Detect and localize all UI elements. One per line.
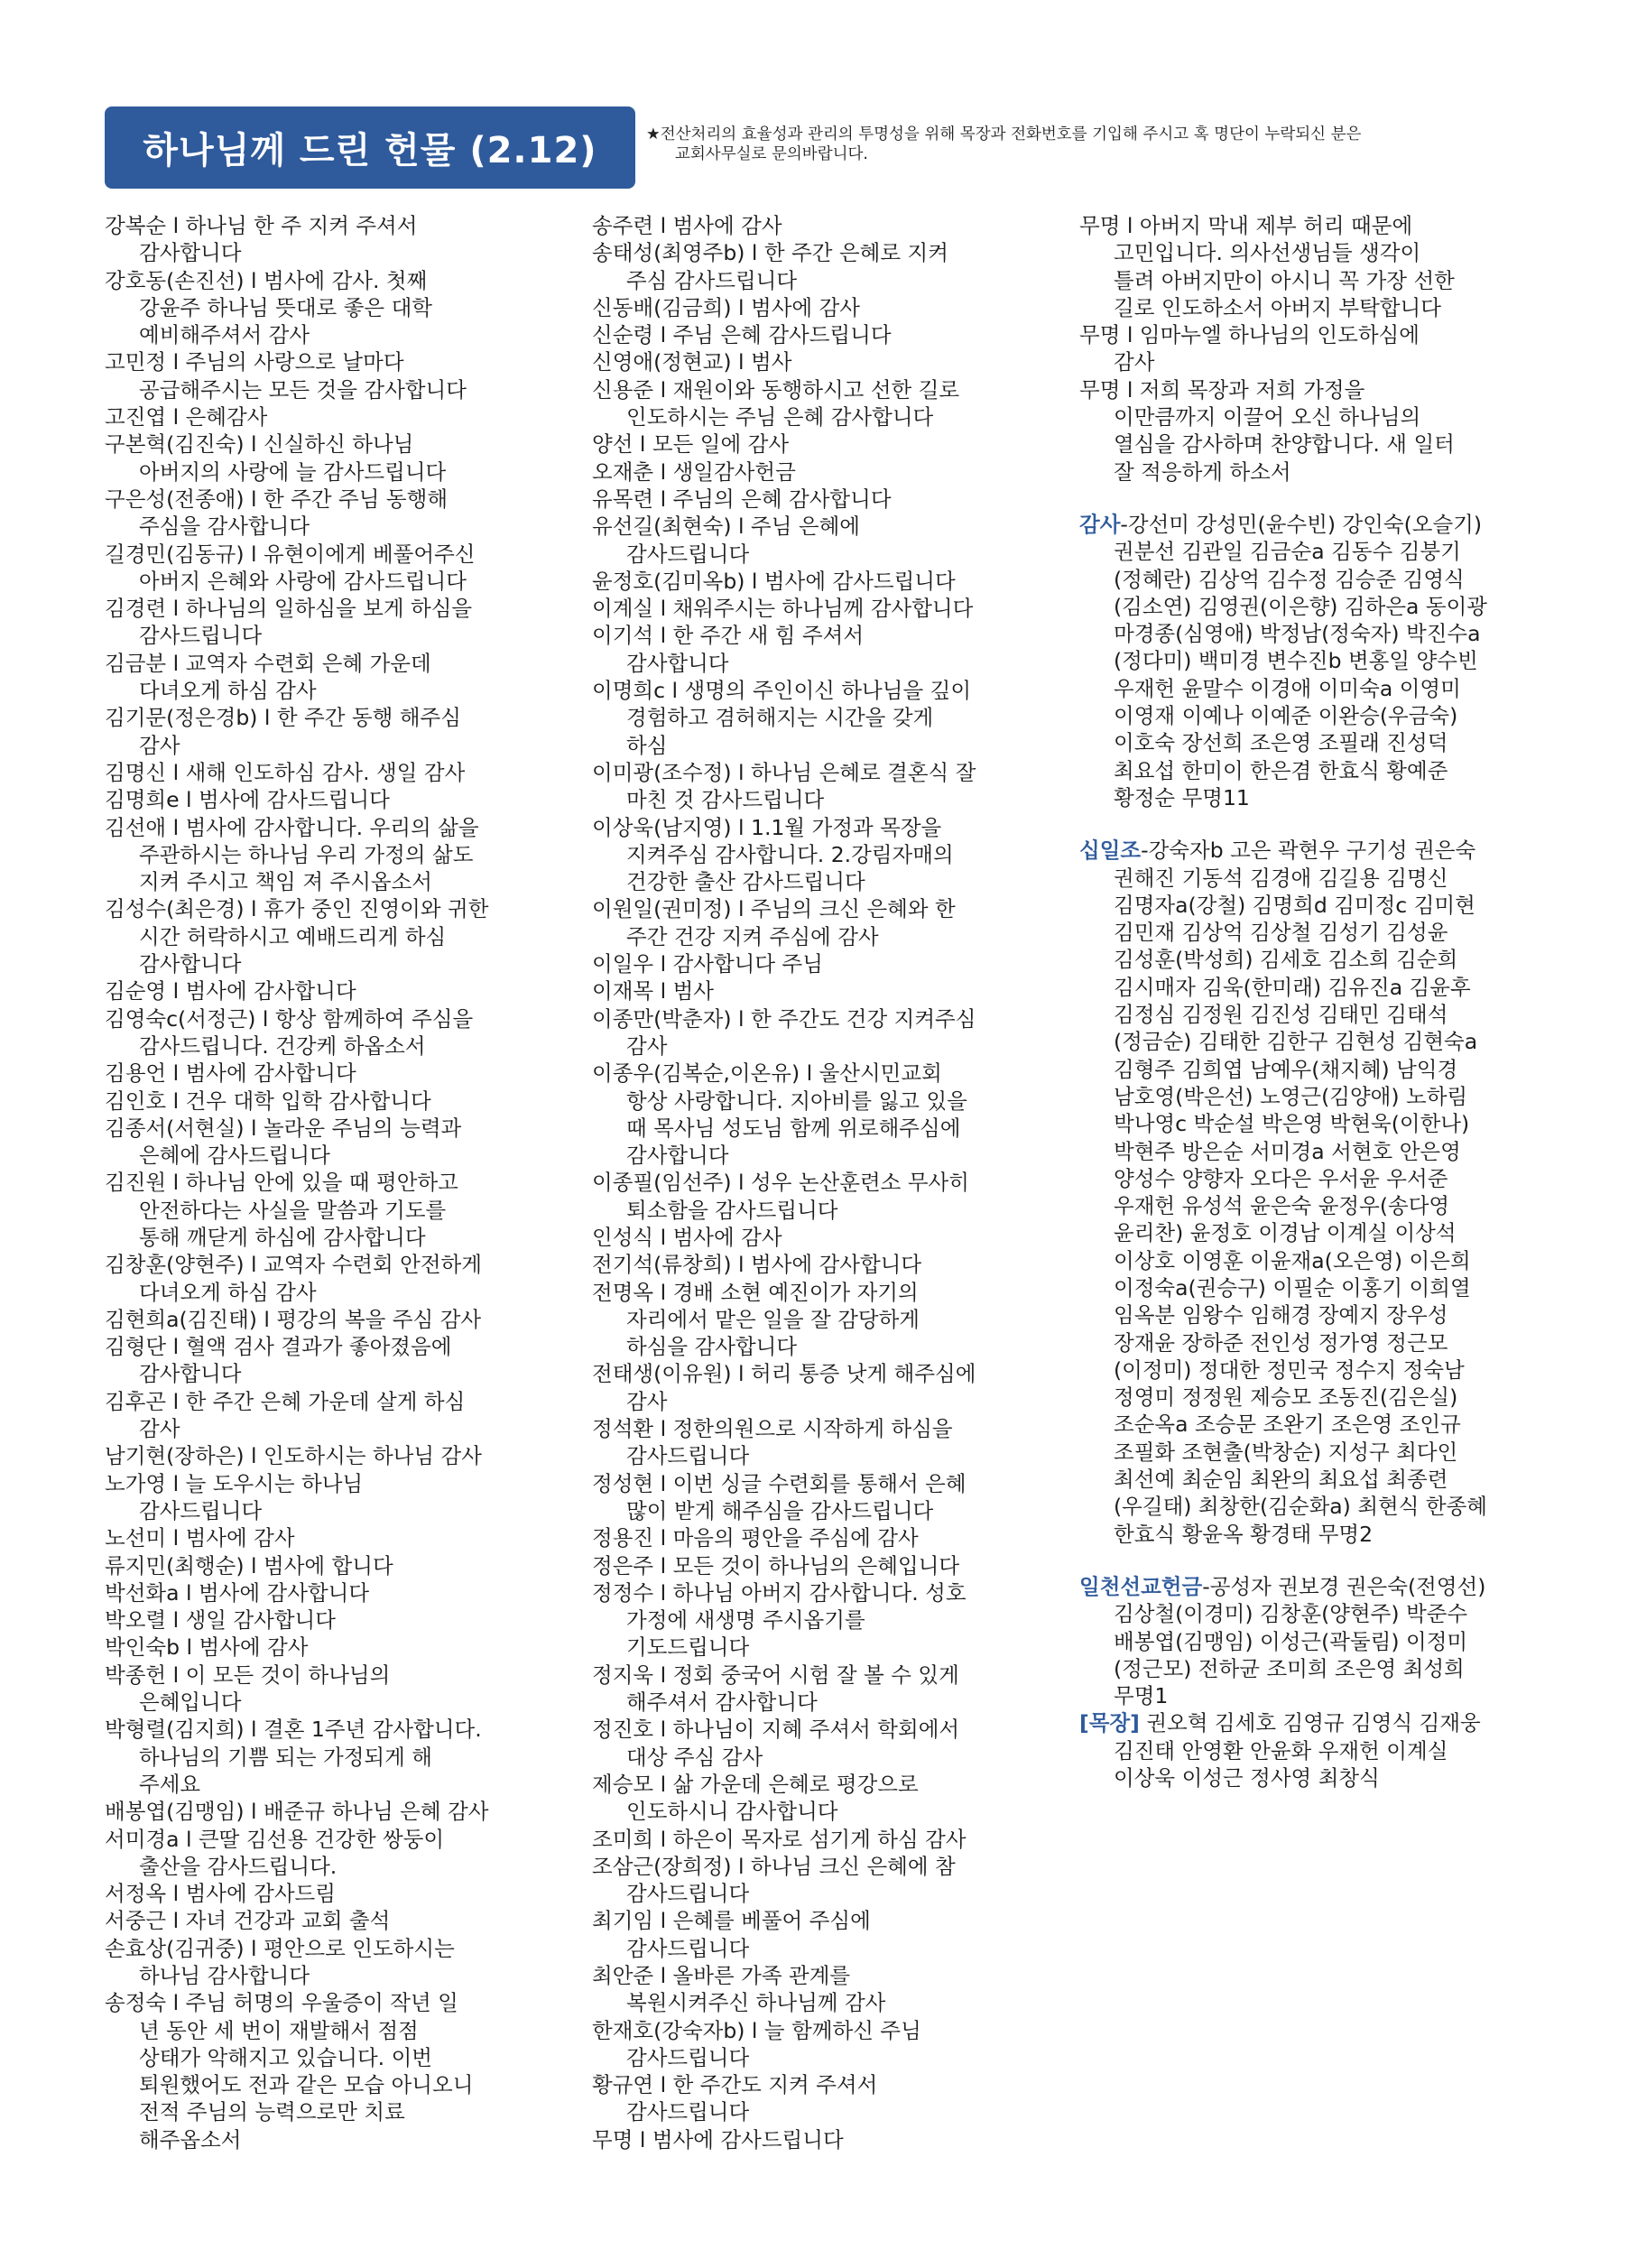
offering-entry: 김영숙c(서정근) l 항상 함께하여 주심을 감사드립니다. 건강케 하옵소서: [105, 1005, 474, 1059]
page-title-banner: [105, 106, 635, 189]
offering-entry: 이명희c l 생명의 주인이신 하나님을 깊이 경험하고 겸허해지는 시간을 갖게 하심: [592, 678, 972, 758]
offering-entry: 김용언 l 범사에 감사합니다: [105, 1060, 356, 1087]
offering-entry: 무명 l 범사에 감사드립니다: [592, 2126, 844, 2152]
offering-entry: 이기석 l 한 주간 새 힘 주셔서 감사합니다: [592, 623, 865, 676]
offering-entry: 조미희 l 하은이 목자로 섬기게 하심 감사: [592, 1826, 967, 1852]
offering-entry: 서미경a l 큰딸 김선용 건강한 쌍둥이 출산을 감사드립니다.: [105, 1826, 445, 1879]
offering-entry: 윤정호(김미옥b) l 범사에 감사드립니다: [592, 568, 956, 594]
offering-entry: 구본혁(김진숙) l 신실하신 하나님 아버지의 사랑에 늘 감사드립니다: [105, 431, 447, 485]
offering-entry: 이종만(박춘자) l 한 주간도 건강 지켜주심 감사: [592, 1005, 976, 1059]
offering-entry: 길경민(김동규) l 유현이에게 베풀어주신 아버지 은혜와 사랑에 감사드립니다: [105, 541, 476, 594]
offering-entry: 조삼근(장희정) l 하나님 크신 은혜에 참 감사드립니다: [592, 1853, 956, 1907]
offering-entry: 인성식 l 범사에 감사: [592, 1224, 782, 1250]
offering-entry: 신동배(김금희) l 범사에 감사: [592, 294, 860, 320]
offering-entry: 김현희a(김진태) l 평강의 복을 주심 감사: [105, 1306, 482, 1332]
notice-line-1: ★전산처리의 효율성과 관리의 투명성을 위해 목장과 전화번호를 기입해 주시고 혹 명단이 누락되신 분은: [646, 125, 1362, 143]
offering-entry: 정진호 l 하나님이 지혜 주셔서 학회에서 대상 주심 감사: [592, 1717, 960, 1770]
offering-groups: [1079, 486, 1531, 1791]
offering-entry: 노선미 l 범사에 감사: [105, 1525, 295, 1551]
offering-entry: 이원일(권미정) l 주님의 크신 은혜와 한 주간 건강 지켜 주심에 감사: [592, 896, 956, 949]
group-spacer: [1079, 811, 1531, 837]
offering-entry: 황규연 l 한 주간도 지켜 주셔서 감사드립니다: [592, 2072, 878, 2125]
offering-entry: 김명희e l 범사에 감사드립니다: [105, 787, 390, 813]
offering-entry: 이상욱(남지영) l 1.1월 가정과 목장을 지켜주심 감사합니다. 2.강림자매의 건강한 출산 감사드립니다: [592, 814, 954, 895]
offering-entry: 이종우(김복순,이온유) l 울산시민교회 항상 사랑합니다. 지아비를 잃고 있을 때 목사님 성도님 함께 위로해주심에 감사합니다: [592, 1060, 967, 1169]
offering-entry: 김창훈(양현주) l 교역자 수련회 안전하게 다녀오게 하심 감사: [105, 1252, 482, 1305]
offering-entry: 유목련 l 주님의 은혜 감사합니다: [592, 486, 892, 512]
notice-text: [646, 125, 1512, 164]
offering-group-heading: 일천선교헌금: [1079, 1573, 1203, 1599]
page-title: 하나님께 드린 헌물 (2.12): [143, 130, 597, 171]
offering-list-col3: [1079, 212, 1531, 486]
offering-entry: 고민정 l 주님의 사랑으로 날마다 공급해주시는 모든 것을 감사합니다: [105, 349, 467, 403]
offering-entry: 정은주 l 모든 것이 하나님의 은혜입니다: [592, 1552, 960, 1578]
offering-entry: 정정수 l 하나님 아버지 감사합니다. 성호 가정에 새생명 주시옵기를 기도드립니다: [592, 1579, 967, 1661]
offering-group: [1079, 1573, 1531, 1709]
offering-entry: 고진엽 l 은혜감사: [105, 404, 268, 430]
offering-column-3: [1079, 212, 1531, 1791]
offering-entry: 김선애 l 범사에 감사합니다. 우리의 삶을 주관하시는 하나님 우리 가정의 삶도 지켜 주시고 책임 져 주시옵소서: [105, 814, 479, 895]
offering-entry: 오재춘 l 생일감사헌금: [592, 458, 796, 485]
group-spacer: [1079, 1548, 1531, 1573]
offering-entry: 신용준 l 재원이와 동행하시고 선한 길로 인도하시는 주님 은혜 감사합니다: [592, 376, 960, 430]
offering-entry: 박종헌 l 이 모든 것이 하나님의 은혜입니다: [105, 1662, 391, 1716]
offering-entry: 남기현(장하은) l 인도하시는 하나님 감사: [105, 1443, 482, 1469]
offering-group: [1079, 837, 1531, 1548]
offering-entry: 송태성(최영주b) l 한 주간 은혜로 지켜 주심 감사드립니다: [592, 240, 948, 293]
group-spacer: [1079, 486, 1531, 511]
offering-entry: 양선 l 모든 일에 감사: [592, 431, 790, 458]
offering-entry: 전기석(류창희) l 범사에 감사합니다: [592, 1252, 922, 1278]
offering-entry: 서중근 l 자녀 건강과 교회 출석: [105, 1908, 391, 1934]
offering-entry: 송주련 l 범사에 감사: [592, 213, 782, 238]
offering-entry: 서정옥 l 범사에 감사드림: [105, 1881, 336, 1907]
offering-entry: 이미광(조수정) l 하나님 은혜로 결혼식 잘 마친 것 감사드립니다: [592, 759, 976, 813]
offering-entry: 정석환 l 정한의원으로 시작하게 하심을 감사드립니다: [592, 1416, 953, 1469]
offering-entry: 제승모 l 삶 가운데 은혜로 평강으로 인도하시니 감사합니다: [592, 1771, 919, 1825]
offering-group-heading: 감사: [1079, 511, 1121, 537]
offering-entry: 최기임 l 은혜를 베풀어 주심에 감사드립니다: [592, 1908, 871, 1961]
offering-entry: 김진원 l 하나님 안에 있을 때 평안하고 안전하다는 사실을 말씀과 기도를 통해 깨닫게 하심에 감사합니다: [105, 1170, 458, 1250]
offering-entry: 무명 l 아버지 막내 제부 허리 때문에 고민입니다. 의사선생님들 생각이 틀려 아버지만이 아시니 꼭 가장 선한 길로 인도하소서 아버지 부탁합니다: [1079, 213, 1455, 320]
offering-entry: 송정숙 l 주님 허명의 우울증이 작년 일 년 동안 세 번이 재발해서 점점 상태가 악해지고 있습니다. 이번 퇴원했어도 전과 같은 모습 아니오니 전적 주님의 능력으로만 치료 해주옵소서: [105, 1990, 474, 2152]
offering-entry: 신영애(정현교) l 범사: [592, 349, 792, 375]
offering-entry: 신순령 l 주님 은혜 감사드립니다: [592, 322, 892, 348]
offering-entry: 박형렬(김지희) l 결혼 1주년 감사합니다. 하나님의 기쁨 되는 가정되게 해 주세요: [105, 1717, 482, 1797]
offering-group-heading: 십일조: [1079, 838, 1142, 864]
offering-entry: 김순영 l 범사에 감사합니다: [105, 978, 356, 1004]
notice-line-2: 교회사무실로 문의바랍니다.: [675, 145, 868, 163]
offering-group-heading: [목장]: [1079, 1710, 1140, 1736]
offering-entry: 손효상(김귀중) l 평안으로 인도하시는 하나님 감사합니다: [105, 1935, 455, 1988]
offering-entry: 한재호(강숙자b) l 늘 함께하신 주님 감사드립니다: [592, 2017, 921, 2070]
offering-entry: 이재목 l 범사: [592, 978, 714, 1004]
offering-entry: 강복순 l 하나님 한 주 지켜 주셔서 감사합니다: [105, 213, 418, 266]
offering-entry: 최안준 l 올바른 가족 관계를 복원시켜주신 하나님께 감사: [592, 1963, 886, 2016]
offering-entry: 유선길(최현숙) l 주님 은혜에 감사드립니다: [592, 514, 860, 567]
offering-column-1: [105, 212, 567, 2153]
offering-entry: 배봉엽(김맹임) l 배준규 하나님 은혜 감사: [105, 1799, 489, 1825]
offering-entry: 정성현 l 이번 싱글 수련회를 통해서 은혜 많이 받게 해주심을 감사드립니다: [592, 1470, 967, 1523]
offering-entry: 무명 l 저희 목장과 저희 가정을 이만큼까지 이끌어 오신 하나님의 열심을 감사하며 찬양합니다. 새 일터 잘 적응하게 하소서: [1079, 376, 1455, 485]
offering-entry: 박오렬 l 생일 감사합니다: [105, 1607, 336, 1634]
offering-entry: 무명 l 임마누엘 하나님의 인도하심에 감사: [1079, 322, 1420, 375]
offering-group-names: -강선미 강성민(윤수빈) 강인숙(오슬기) 권분선 김관일 김금순a 김동수 김붕기 (정혜란) 김상억 김수정 김승준 김영식 (김소연) 김영권(이은향) 김하은a 동이광 마경종(심영애) 박정남(정숙자) 박진수a (정다미) 백미경 변수진b 변홍일 양수빈 우재헌 윤말수 이경애 이미숙a 이영미 이영재 이예나 이예준 이완승(우금숙) 이호숙 장선희 조은영 조필래 진성덕 최요섭 한미이 한은겸 한효식 황예준 황정순 무명11: [1114, 511, 1487, 810]
offering-group-names: 권오혁 김세호 김영규 김영식 김재웅 김진태 안영환 안윤화 우재헌 이계실 이상욱 이성근 정사영 최창식: [1114, 1710, 1481, 1791]
offering-entry: 김금분 l 교역자 수련회 은혜 가운데 다녀오게 하심 감사: [105, 650, 431, 704]
offering-entry: 전태생(이유원) l 허리 통증 낫게 해주심에 감사: [592, 1361, 976, 1414]
offering-group: [1079, 511, 1531, 811]
offering-entry: 김후곤 l 한 주간 은혜 가운데 살게 하심 감사: [105, 1388, 466, 1442]
offering-entry: 전명옥 l 경배 소현 예진이가 자기의 자리에서 맡은 일을 잘 감당하게 하심을 감사합니다: [592, 1279, 920, 1360]
offering-entry: 이종필(임선주) l 성우 논산훈련소 무사히 퇴소함을 감사드립니다: [592, 1170, 969, 1223]
offering-entry: 김종서(서현실) l 놀라운 주님의 능력과 은혜에 감사드립니다: [105, 1115, 462, 1169]
offering-entry: 김인호 l 건우 대학 입학 감사합니다: [105, 1088, 431, 1114]
offering-entry: 김형단 l 혈액 검사 결과가 좋아졌음에 감사합니다: [105, 1334, 452, 1387]
offering-entry: 노가영 l 늘 도우시는 하나님 감사드립니다: [105, 1470, 364, 1523]
offering-entry: 박인숙b l 범사에 감사: [105, 1634, 309, 1661]
offering-entry: 류지민(최행순) l 범사에 합니다: [105, 1552, 393, 1578]
offering-group-names: -공성자 권보경 권은숙(전영선) 김상철(이경미) 김창훈(양현주) 박준수 배봉엽(김맹임) 이성근(곽둘림) 이정미 (정근모) 전하균 조미희 조은영 최성희 무명1: [1114, 1573, 1486, 1709]
offering-group: [1079, 1709, 1531, 1791]
offering-column-2: [592, 212, 1054, 2153]
offering-entry: 박선화a l 범사에 감사합니다: [105, 1579, 370, 1606]
offering-entry: 정지욱 l 정회 중국어 시험 잘 볼 수 있게 해주셔서 감사합니다: [592, 1662, 959, 1716]
offering-entry: 이계실 l 채워주시는 하나님께 감사합니다: [592, 596, 974, 622]
offering-entry: 구은성(전종애) l 한 주간 주님 동행해 주심을 감사합니다: [105, 486, 449, 540]
offering-entry: 김경련 l 하나님의 일하심을 보게 하심을 감사드립니다: [105, 596, 473, 649]
offering-entry: 강호동(손진선) l 범사에 감사. 첫째 강윤주 하나님 뜻대로 좋은 대학 예비해주셔서 감사: [105, 267, 432, 348]
offering-entry: 이일우 l 감사합니다 주님: [592, 951, 823, 977]
offering-entry: 김성수(최은경) l 휴가 중인 진영이와 귀한 시간 허락하시고 예배드리게 하심 감사합니다: [105, 896, 489, 977]
offering-entry: 김기문(정은경b) l 한 주간 동행 해주심 감사: [105, 705, 461, 758]
offering-entry: 정용진 l 마음의 평안을 주심에 감사: [592, 1525, 919, 1551]
offering-entry: 김명신 l 새해 인도하심 감사. 생일 감사: [105, 759, 466, 785]
offering-group-names: -강숙자b 고은 곽현우 구기성 권은숙 권해진 기동석 김경애 김길용 김명신 김명자a(강철) 김명희d 김미정c 김미현 김민재 김상억 김상철 김성기 김성윤 김성훈(박성희) 김세호 김소희 김순희 김시매자 김욱(한미래) 김유진a 김윤후 김정심 김정원 김진성 김태민 김태석 (정금순) 김태한 김한구 김현성 김현숙a 김형주 김희엽 남예우(채지혜) 남익경 남호영(박은선) 노영근(김양애) 노하림 박나영c 박순설 박은영 박현욱(이한나) 박현주 방은순 서미경a 서현호 안은영 양성수 양향자 오다은 우서윤 우서준 우재헌 유성석 윤은숙 윤정우(송다영 윤리찬) 윤정호 이경남 이계실 이상석 이상호 이영훈 이윤재a(오은영) 이은희 이정숙a(권승구) 이필순 이홍기 이희열 임옥분 임왕수 임해경 장예지 장우성 장재윤 장하준 전인성 정가영 정근모 (이정미) 정대한 정민국 정수지 정숙남 정영미 정정원 제승모 조동진(김은실) 조순옥a 조승문 조완기 조은영 조인규 조필화 조현출(박창순) 지성구 최다인 최선예 최순임 최완의 최요섭 최종련 (우길태) 최창한(김순화a) 최현식 한종혜 한효식 황윤옥 황경태 무명2: [1114, 838, 1487, 1547]
